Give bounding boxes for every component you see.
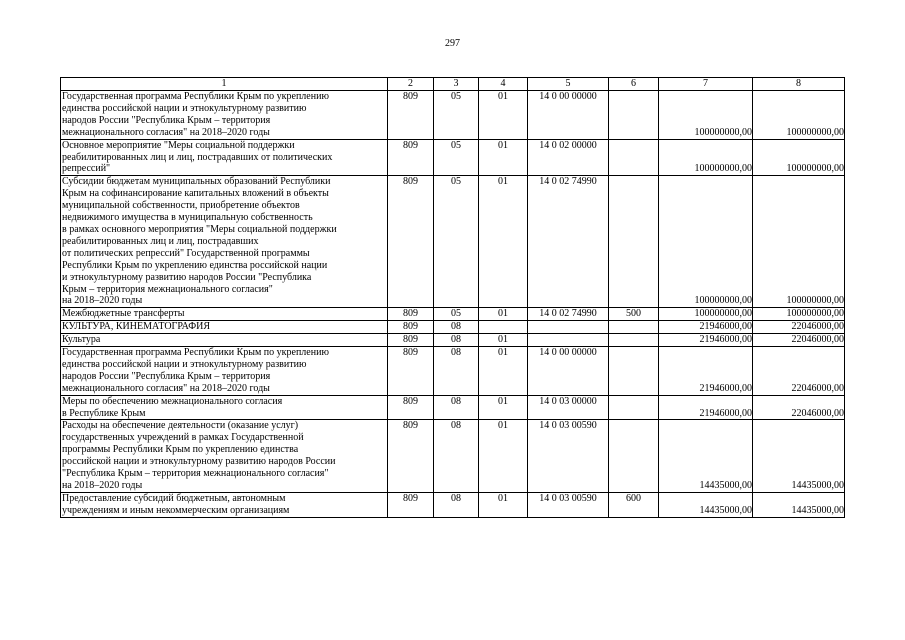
column-header: 1 [61, 78, 388, 91]
table-row [61, 308, 845, 321]
column-header: 8 [753, 78, 845, 91]
row-code-expense [609, 139, 659, 176]
row-code-target: 14 0 02 00000 [528, 139, 609, 176]
row-code-expense [609, 420, 659, 492]
row-code-expense: 500 [609, 308, 659, 321]
row-name: КУЛЬТУРА, КИНЕМАТОГРАФИЯ [61, 321, 388, 334]
table-row [61, 139, 845, 176]
column-header: 4 [479, 78, 528, 91]
column-header: 5 [528, 78, 609, 91]
row-code-subsection: 01 [479, 334, 528, 347]
table-row [61, 321, 845, 334]
row-code-target: 14 0 03 00590 [528, 420, 609, 492]
table-row [61, 420, 845, 492]
row-amount-col7: 100000000,00 [659, 308, 753, 321]
row-code-target: 14 0 02 74990 [528, 176, 609, 308]
row-code-expense [609, 321, 659, 334]
row-code-section: 08 [434, 347, 479, 396]
row-name: Государственная программа Республики Крым по укреплению единства российской нации и этнокультурному развитию народов России "Республика Крым – территория межнационального согласия" на 2018–2020 годы [61, 347, 388, 396]
row-code-admin: 809 [388, 420, 434, 492]
row-name: Культура [61, 334, 388, 347]
row-code-subsection: 01 [479, 139, 528, 176]
page-number: 297 [445, 38, 460, 49]
row-amount-col8: 22046000,00 [753, 334, 845, 347]
row-amount-col7: 14435000,00 [659, 420, 753, 492]
row-code-expense: 600 [609, 492, 659, 517]
row-code-subsection [479, 321, 528, 334]
table-row [61, 91, 845, 140]
row-code-admin: 809 [388, 176, 434, 308]
table-header-row [61, 78, 845, 91]
row-code-admin: 809 [388, 308, 434, 321]
row-code-section: 05 [434, 91, 479, 140]
row-code-admin: 809 [388, 395, 434, 420]
row-code-target: 14 0 00 00000 [528, 91, 609, 140]
row-code-section: 08 [434, 395, 479, 420]
column-header: 6 [609, 78, 659, 91]
table-row [61, 347, 845, 396]
row-amount-col8: 22046000,00 [753, 347, 845, 396]
row-code-subsection: 01 [479, 420, 528, 492]
column-header: 2 [388, 78, 434, 91]
row-code-subsection: 01 [479, 492, 528, 517]
row-code-subsection: 01 [479, 347, 528, 396]
table-row [61, 492, 845, 517]
row-amount-col8: 22046000,00 [753, 321, 845, 334]
column-header: 3 [434, 78, 479, 91]
row-code-expense [609, 395, 659, 420]
row-amount-col8: 14435000,00 [753, 420, 845, 492]
row-name: Межбюджетные трансферты [61, 308, 388, 321]
row-code-target [528, 334, 609, 347]
row-amount-col8: 22046000,00 [753, 395, 845, 420]
row-code-subsection: 01 [479, 91, 528, 140]
row-code-admin: 809 [388, 321, 434, 334]
table-row [61, 334, 845, 347]
row-code-target: 14 0 03 00590 [528, 492, 609, 517]
row-code-target: 14 0 02 74990 [528, 308, 609, 321]
row-code-expense [609, 176, 659, 308]
column-header: 7 [659, 78, 753, 91]
row-code-section: 05 [434, 176, 479, 308]
row-amount-col7: 100000000,00 [659, 176, 753, 308]
row-code-section: 08 [434, 420, 479, 492]
row-code-section: 08 [434, 321, 479, 334]
row-code-admin: 809 [388, 492, 434, 517]
table-row [61, 395, 845, 420]
row-code-target: 14 0 00 00000 [528, 347, 609, 396]
row-code-section: 05 [434, 139, 479, 176]
row-code-subsection: 01 [479, 308, 528, 321]
row-code-expense [609, 334, 659, 347]
row-amount-col7: 21946000,00 [659, 395, 753, 420]
row-amount-col7: 100000000,00 [659, 91, 753, 140]
budget-table [60, 77, 845, 518]
row-code-subsection: 01 [479, 395, 528, 420]
row-code-target [528, 321, 609, 334]
row-amount-col7: 21946000,00 [659, 347, 753, 396]
row-name: Субсидии бюджетам муниципальных образований Республики Крым на софинансирование капитальных вложений в объекты муниципальной собственности, приобретение объектов недвижимого имущества в муниципальную собственность в рамках основного мероприятия "Меры социальной поддержки реабилитированных лиц и лиц, пострадавших от политических репрессий" Государственной программы Республики Крым по укреплению единства российской нации и этнокультурному развитию народов России "Республика Крым – территория межнационального согласия" на 2018–2020 годы [61, 176, 388, 308]
row-code-expense [609, 347, 659, 396]
row-amount-col7: 21946000,00 [659, 321, 753, 334]
row-amount-col7: 14435000,00 [659, 492, 753, 517]
row-amount-col7: 100000000,00 [659, 139, 753, 176]
row-code-subsection: 01 [479, 176, 528, 308]
row-amount-col8: 100000000,00 [753, 139, 845, 176]
table-row [61, 176, 845, 308]
row-amount-col8: 100000000,00 [753, 308, 845, 321]
row-code-expense [609, 91, 659, 140]
row-code-target: 14 0 03 00000 [528, 395, 609, 420]
row-amount-col8: 14435000,00 [753, 492, 845, 517]
row-amount-col8: 100000000,00 [753, 91, 845, 140]
row-code-admin: 809 [388, 91, 434, 140]
row-name: Государственная программа Республики Крым по укреплению единства российской нации и этнокультурному развитию народов России "Республика Крым – территория межнационального согласия" на 2018–2020 годы [61, 91, 388, 140]
row-name: Предоставление субсидий бюджетным, автономным учреждениям и иным некоммерческим организациям [61, 492, 388, 517]
row-amount-col7: 21946000,00 [659, 334, 753, 347]
row-code-admin: 809 [388, 334, 434, 347]
row-code-section: 08 [434, 492, 479, 517]
row-code-section: 05 [434, 308, 479, 321]
row-name: Расходы на обеспечение деятельности (оказание услуг) государственных учреждений в рамках Государственной программы Республики Крым по укреплению единства российской нации и этнокультурному развитию народов России "Республика Крым – территория межнационального согласия" на 2018–2020 годы [61, 420, 388, 492]
row-code-admin: 809 [388, 347, 434, 396]
row-code-section: 08 [434, 334, 479, 347]
row-code-admin: 809 [388, 139, 434, 176]
row-name: Основное мероприятие "Меры социальной поддержки реабилитированных лиц и лиц, пострадавших от политических репрессий" [61, 139, 388, 176]
row-amount-col8: 100000000,00 [753, 176, 845, 308]
row-name: Меры по обеспечению межнационального согласия в Республике Крым [61, 395, 388, 420]
